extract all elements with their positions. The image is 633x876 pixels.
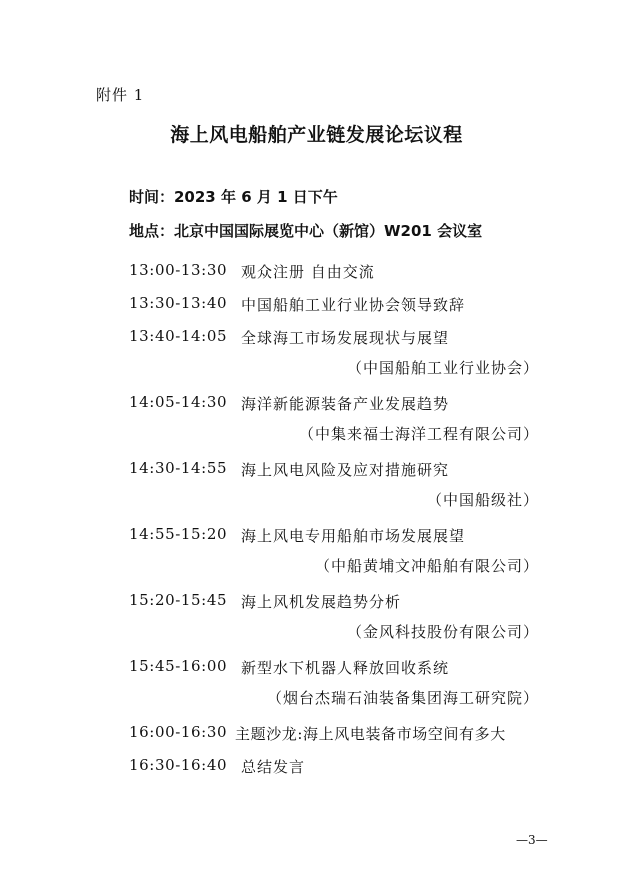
agenda-speaker: （烟台杰瑞石油装备集团海工研究院）	[266, 689, 539, 707]
agenda-time: 15:20-15:45	[129, 591, 228, 609]
agenda-item	[129, 522, 541, 555]
agenda-item	[129, 291, 541, 324]
agenda-topic: 新型水下机器人释放回收系统	[241, 659, 450, 677]
agenda-topic: 主题沙龙:海上风电装备市场空间有多大	[235, 725, 506, 743]
agenda-time: 14:30-14:55	[129, 459, 228, 477]
agenda-speaker: （中船黄埔文冲船舶有限公司）	[314, 557, 539, 575]
agenda-time: 15:45-16:00	[129, 657, 228, 675]
agenda-time: 13:40-14:05	[129, 327, 228, 345]
agenda-time: 14:05-14:30	[129, 393, 228, 411]
event-location: 地点：北京中国国际展览中心（新馆）W201 会议室	[129, 222, 483, 240]
agenda-time: 13:00-13:30	[129, 261, 228, 279]
agenda-item	[129, 753, 541, 786]
agenda-speaker: （中集来福士海洋工程有限公司）	[298, 425, 539, 443]
agenda-topic: 海上风电风险及应对措施研究	[241, 461, 450, 479]
agenda-item	[129, 456, 541, 489]
agenda-topic: 全球海工市场发展现状与展望	[241, 329, 450, 347]
agenda-item	[129, 258, 541, 291]
agenda-speaker: （金风科技股份有限公司）	[346, 623, 539, 641]
agenda-item	[129, 588, 541, 621]
agenda-topic: 海上风机发展趋势分析	[241, 593, 402, 611]
event-time: 时间：2023 年 6 月 1 日下午	[129, 188, 338, 206]
agenda-speaker-row	[129, 687, 541, 720]
agenda-topic: 观众注册 自由交流	[241, 263, 375, 281]
agenda-time: 13:30-13:40	[129, 294, 228, 312]
agenda-time: 16:30-16:40	[129, 756, 228, 774]
attachment-label: 附件 1	[96, 86, 145, 104]
agenda-time: 14:55-15:20	[129, 525, 228, 543]
agenda-speaker-row	[129, 423, 541, 456]
agenda-speaker-row	[129, 621, 541, 654]
agenda-item	[129, 720, 541, 753]
page-number: —3—	[516, 833, 548, 847]
page-title: 海上风电船舶产业链发展论坛议程	[170, 124, 463, 146]
agenda-item	[129, 324, 541, 357]
agenda-speaker-row	[129, 489, 541, 522]
agenda-speaker: （中国船级社）	[426, 491, 539, 509]
agenda-speaker-row	[129, 555, 541, 588]
agenda-topic: 中国船舶工业行业协会领导致辞	[241, 296, 466, 314]
agenda-speaker: （中国船舶工业行业协会）	[346, 359, 539, 377]
agenda-item	[129, 654, 541, 687]
agenda-list	[129, 258, 541, 786]
agenda-time: 16:00-16:30	[129, 723, 228, 741]
agenda-topic: 海上风电专用船舶市场发展展望	[241, 527, 466, 545]
agenda-item	[129, 390, 541, 423]
agenda-speaker-row	[129, 357, 541, 390]
agenda-topic: 总结发言	[241, 758, 306, 776]
agenda-topic: 海洋新能源装备产业发展趋势	[241, 395, 450, 413]
